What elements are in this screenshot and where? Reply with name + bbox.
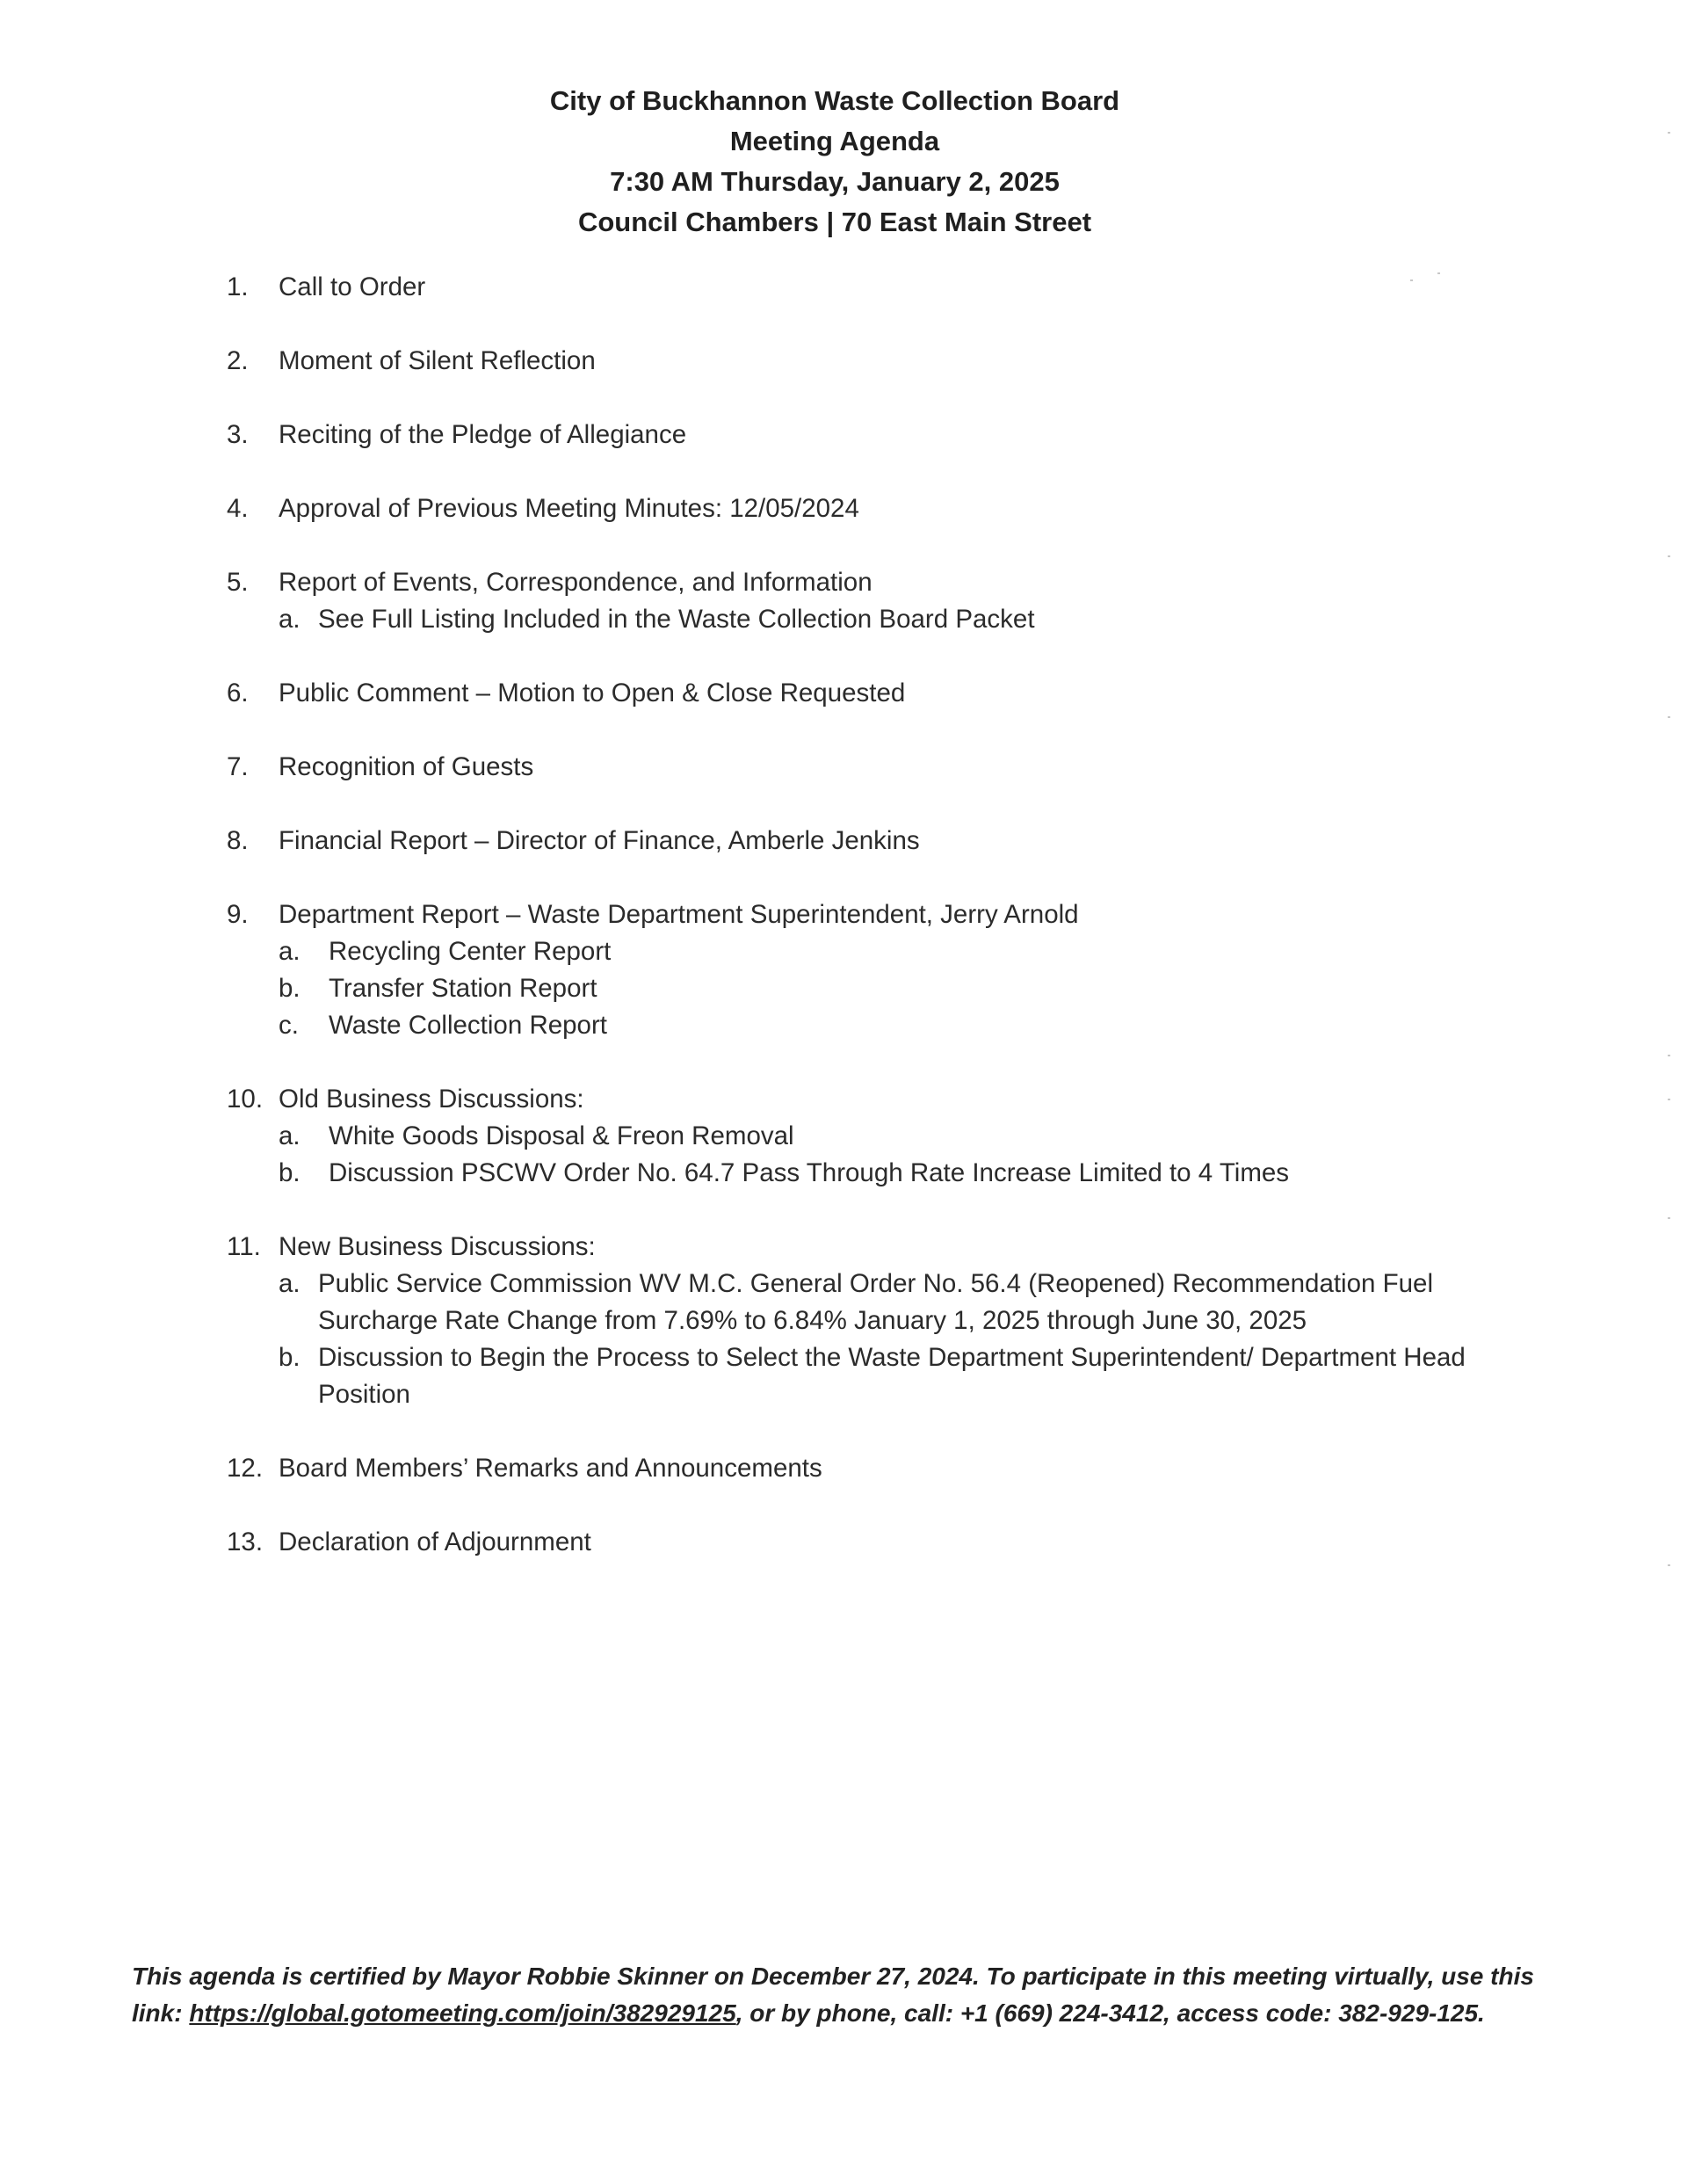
agenda-subitem-text: White Goods Disposal & Freon Removal: [329, 1121, 794, 1150]
agenda-item-text: Recognition of Guests: [279, 752, 534, 781]
agenda-item-text: Reciting of the Pledge of Allegiance: [279, 420, 687, 449]
agenda-item-number: 12.: [227, 1454, 264, 1483]
agenda-item: [227, 749, 1545, 786]
scan-speck: [1668, 132, 1670, 134]
certification-note: [132, 1958, 1538, 2032]
agenda-subitem-letter: c.: [279, 1011, 299, 1040]
agenda-subitem-text: Discussion to Begin the Process to Select the Waste Department Superintendent/ Department Head Position: [318, 1343, 1466, 1409]
certification-text: This agenda is certified by Mayor Robbie Skinner on December 27, 2024. To participate in this meeting virtually, use this link:: [132, 1963, 1534, 2027]
agenda-item-text: Public Comment – Motion to Open & Close Requested: [279, 678, 906, 707]
agenda-item-number: 2.: [227, 346, 249, 375]
agenda-subitem-text: Discussion PSCWV Order No. 64.7 Pass Through Rate Increase Limited to 4 Times: [329, 1158, 1290, 1187]
agenda-subitem-text: See Full Listing Included in the Waste Collection Board Packet: [318, 605, 1035, 634]
agenda-item: [227, 269, 1545, 306]
agenda-subitem-text: Transfer Station Report: [329, 974, 597, 1003]
agenda-subitem: [227, 1339, 1545, 1413]
agenda-item-text: Board Members’ Remarks and Announcements: [279, 1454, 822, 1483]
board-title: City of Buckhannon Waste Collection Board: [549, 85, 1120, 116]
agenda-subitem-letter: b.: [279, 1343, 300, 1372]
agenda-header: [0, 81, 1669, 243]
agenda-item-number: 13.: [227, 1527, 264, 1556]
agenda-subitem-text: Waste Collection Report: [329, 1011, 607, 1040]
agenda-item-text: Approval of Previous Meeting Minutes: 12/05/2024: [279, 494, 859, 523]
agenda-item-text: Department Report – Waste Department Superintendent, Jerry Arnold: [279, 900, 1079, 929]
agenda-item-number: 5.: [227, 568, 249, 597]
agenda-item-number: 8.: [227, 826, 249, 855]
scan-speck: [1668, 716, 1670, 718]
agenda-item-number: 1.: [227, 272, 249, 301]
agenda-item: [227, 1081, 1545, 1192]
agenda-item-text: Call to Order: [279, 272, 426, 301]
agenda-item-text: Old Business Discussions:: [279, 1085, 584, 1114]
agenda-item: [227, 1450, 1545, 1487]
agenda-item-number: 3.: [227, 420, 249, 449]
agenda-item: [227, 823, 1545, 860]
scan-speck: [1668, 1564, 1670, 1566]
agenda-item-text: Report of Events, Correspondence, and Information: [279, 568, 872, 597]
meeting-location: Council Chambers | 70 East Main Street: [577, 207, 1092, 237]
scan-speck: [1437, 272, 1440, 274]
agenda-subitem: [227, 1118, 1545, 1155]
agenda-subitem-letter: a.: [279, 1269, 300, 1298]
agenda-item-number: 10.: [227, 1085, 264, 1114]
agenda-subitem-text: Public Service Commission WV M.C. General Order No. 56.4 (Reopened) Recommendation Fuel Surcharge Rate Change from 7.69% to 6.84% January 1, 2025 through June 30, 2025: [318, 1269, 1434, 1335]
agenda-subitem: [227, 1007, 1545, 1044]
scan-speck: [1668, 555, 1670, 557]
meeting-link[interactable]: https://global.gotomeeting.com/join/382929125: [189, 1999, 736, 2027]
agenda-item: [227, 564, 1545, 638]
agenda-item-number: 11.: [227, 1232, 261, 1261]
agenda-subitem-letter: b.: [279, 974, 300, 1003]
agenda-item: [227, 675, 1545, 712]
meeting-datetime: 7:30 AM Thursday, January 2, 2025: [610, 166, 1060, 197]
agenda-list: [227, 269, 1545, 1598]
scan-speck: [1668, 1099, 1670, 1100]
agenda-item: [227, 417, 1545, 453]
agenda-subitem: [227, 601, 1545, 638]
scan-speck: [1410, 279, 1413, 281]
agenda-item: [227, 896, 1545, 1044]
agenda-subitem-letter: a.: [279, 1121, 300, 1150]
agenda-item: [227, 1524, 1545, 1561]
agenda-item-text: New Business Discussions:: [279, 1232, 596, 1261]
agenda-subitem-letter: a.: [279, 937, 300, 966]
agenda-subitem: [227, 970, 1545, 1007]
agenda-item-number: 9.: [227, 900, 249, 929]
agenda-subitem-letter: b.: [279, 1158, 300, 1187]
agenda-subitem: [227, 1266, 1545, 1339]
agenda-subitem: [227, 1155, 1545, 1192]
scan-speck: [1668, 1055, 1670, 1056]
scan-speck: [1668, 1217, 1670, 1219]
document-title: Meeting Agenda: [729, 126, 940, 156]
agenda-subitem-letter: a.: [279, 605, 300, 634]
agenda-subitem-text: Recycling Center Report: [329, 937, 612, 966]
agenda-item-text: Moment of Silent Reflection: [279, 346, 596, 375]
agenda-item-number: 7.: [227, 752, 249, 781]
phone-access-text: , or by phone, call: +1 (669) 224-3412, access code: 382-929-125.: [735, 1999, 1485, 2027]
agenda-subitem: [227, 933, 1545, 970]
agenda-item-text: Declaration of Adjournment: [279, 1527, 591, 1556]
agenda-item: [227, 490, 1545, 527]
agenda-item: [227, 343, 1545, 380]
agenda-item-text: Financial Report – Director of Finance, Amberle Jenkins: [279, 826, 920, 855]
agenda-item-number: 4.: [227, 494, 249, 523]
agenda-item: [227, 1229, 1545, 1413]
agenda-item-number: 6.: [227, 678, 249, 707]
